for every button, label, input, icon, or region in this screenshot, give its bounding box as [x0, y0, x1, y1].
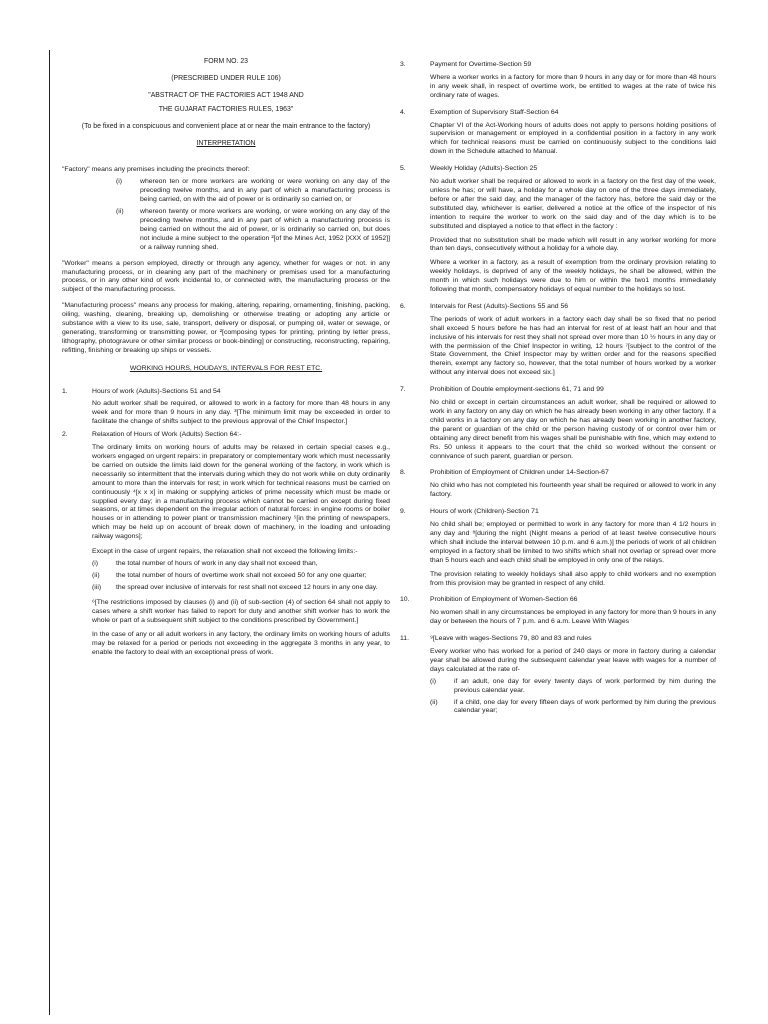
- section-body: The provision relating to weekly holidays shall also apply to child workers and no exemption from this provision may be granted in respect of any child.: [430, 570, 716, 587]
- section-heading: Exemption of Supervisory Staff-Section 64: [430, 108, 559, 116]
- section-body: In the case of any or all adult workers in any factory, the ordinary limits on working hours of adults may be relaxed for a period or periods not exceeding in the aggregate 3 months in any year, to enable the factory to deal with an exceptional press of work.: [92, 631, 390, 657]
- section-body: No adult worker shall be required, or allowed to work in a factory for more than 48 hours in any week and for more than 9 hours in any day. ³[The minimum limit may be exceeded in order to facilitate the change of shifts subject to the previous approval of the Chief Inspector.]: [92, 400, 390, 426]
- section-body: Provided that no substitution shall be made which will result in any worker working for more than ten days, consecutively without a holiday for a whole day.: [430, 236, 716, 253]
- section-11: [400, 635, 716, 716]
- factory-definition-item: [116, 208, 390, 253]
- section-3: [400, 61, 716, 101]
- section-heading: Hours of work (Children)-Section 71: [430, 508, 539, 516]
- working-hours-heading: WORKING HOURS, HOUDAYS, INTERVALS FOR REST ETC.: [129, 364, 323, 372]
- item-text: the total number of hours of overtime work shall not exceed 50 for any one quarter;: [116, 571, 367, 579]
- section-5: [400, 165, 716, 295]
- section-body: Where a worker in a factory, as a result of exemption from the ordinary provision relating to weekly holidays, is deprived of any of the weekly holidays, he shall be allowed, within the month in which such holidays were due to him or within the two1 months immediately following that month, compensatory holidays of equal number to the holidays so lost.: [430, 259, 716, 294]
- section-heading: Prohibition of Employment of Children under 14-Section-67: [430, 469, 609, 477]
- section-number: 8.: [400, 469, 406, 477]
- limit-item: [92, 584, 390, 593]
- item-label: (ii): [92, 571, 100, 579]
- section-10: [400, 596, 716, 627]
- section-4: [400, 109, 716, 158]
- section-6: [400, 303, 716, 378]
- section-body: ⁶[The restrictions imposed by clauses (i) and (ii) of sub-section (4) of section 64 shall not apply to cases where a shift worker has failed to report for duty and another shift worker has to work the whole or part of a subsequent shift subject to the conditions prescribed by Government.]: [92, 598, 390, 624]
- right-column: [400, 58, 716, 716]
- limit-item: [92, 560, 390, 569]
- interpretation-heading: INTERPRETATION: [196, 139, 256, 147]
- section-7: [400, 386, 716, 461]
- factory-definition-intro: "Factory" means any premises including the precincts thereof:: [62, 166, 250, 174]
- item-text: the spread over inclusive of intervals for rest shall not exceed 12 hours in any one day.: [116, 583, 378, 591]
- abstract-title-line1: "ABSTRACT OF THE FACTORIES ACT 1948 AND: [148, 91, 304, 99]
- section-heading: Prohibition of Employment of Women-Section 66: [430, 596, 578, 604]
- factory-definition-item: [116, 178, 390, 205]
- section-number: 9.: [400, 508, 406, 516]
- section-number: 11.: [400, 635, 410, 643]
- section-heading: Payment for Overtime-Section 59: [430, 61, 532, 68]
- item-label: (ii): [116, 208, 124, 216]
- section-heading: Prohibition of Double employment-sections 61, 71 and 99: [430, 386, 604, 394]
- section-body: No child who has not completed his fourteenth year shall be required or allowed to work in any factory.: [430, 482, 716, 499]
- section-number: 2.: [62, 431, 68, 439]
- section-body: No child or except in certain circumstances an adult worker, shall be required or allowed to work in any factory on any day on which he has already been working in any other factory. If a child works in a factory on any day on which he has already been working in another factory, the parent or guardian of the child or the person having custody of or control over him or obtaining any direct benefit from his wages shall be punishable with fine, which may extend to Rs. 50 unless it appears to the court that the child so worked without the consent or connivance of such parent, guardian or person.: [430, 399, 716, 460]
- section-9: [400, 508, 716, 588]
- section-body: The ordinary limits on working hours of adults may be relaxed in certain special cases e.g., workers engaged on urgent repairs: in preparatory or complementary work which must necessarily be carried on outside the limits laid down for the general working of the factory, in work which is necessarily so intermittent that the intervals during which they do not work while on duty ordinarily amount to more than the intervals for rest; in work which for technical reasons must be carried on continuously ⁴[x x x] in making or supplying articles of prime necessity which must be made or supplied every day; in a manufacturing process which cannot be carried on except during fixed seasons, or at times dependent on the irregular action of natural forces: in engine rooms or boiler houses or in attending to power plant or transmission machinery ⁵[in the printing of newspapers, which may be held up on account of break down of machinery, in the loading and unloading railway wagons];: [92, 444, 390, 541]
- fixing-note: (To be fixed in a conspicuous and convenient place at or near the main entrance to the factory): [81, 122, 371, 130]
- section-number: 7.: [400, 386, 406, 394]
- left-margin-rule: [49, 50, 50, 1015]
- section-body: No adult worker shall be required or allowed to work in a factory on the first day of the week, unless he has; or will have, a holiday for a whole day on one of the three days immediately, before or after the said day, and the manager of the factory has, before the said day or the substituted day, whichever is earlier, delivered a notice at the office of the inspector of his intention to require the worker to work on the said day and of the day which is to be substituted and displayed a notice to that effect in the factory :: [430, 178, 716, 230]
- section-body: No women shall in any circumstances be employed in any factory for more than 9 hours in any day or between the hours of 7 p.m. and 6 a.m. Leave With Wages: [430, 609, 716, 626]
- item-label: (i): [92, 559, 99, 567]
- section-number: 6.: [400, 302, 406, 310]
- leave-item: [430, 678, 716, 696]
- section-number: 1.: [62, 387, 68, 395]
- section-heading: ⁹[Leave with wages-Sections 79, 80 and 83 and rules: [430, 635, 592, 643]
- section-heading: Relaxation of Hours of Work (Adults) Section 64:-: [92, 431, 242, 439]
- section-heading: Weekly Holiday (Adults)-Section 25: [430, 165, 538, 173]
- item-text: whereon twenty or more workers are working, or were working on any day of the preceding twelve months, and in any part of which a manufacturing process is being carried on without the aid of power, or is ordinarily so carried on, but does not include a mine subject to the operation ²[of the Mines Act, 1952 [XXX of 1952]] or a railway running shed.: [140, 208, 390, 251]
- leave-item: [430, 699, 716, 717]
- section-number: 10.: [400, 596, 410, 604]
- item-text: if a child, one day for every fifteen days of work performed by him during the previous calendar year;: [454, 698, 716, 715]
- section-8: [400, 469, 716, 500]
- abstract-title-line2: THE GUJARAT FACTORIES RULES, 1963": [158, 105, 294, 113]
- section-heading: Intervals for Rest (Adults)-Sections 55 and 56: [430, 302, 569, 310]
- section-body: Where a worker works in a factory for more than 9 hours in any day or for more than 48 hours in any week shall, in respect of overtime work, be entitled to wages at the rate of twice his ordinary rate of wages.: [430, 73, 716, 99]
- section-body: Except in the case of urgent repairs, the relaxation shall not exceed the following limits:-: [92, 548, 358, 556]
- item-label: (ii): [430, 698, 438, 706]
- item-label: (i): [116, 178, 123, 186]
- manufacturing-definition: "Manufacturing process" means any process for making, altering, repairing, ornamenting, finishing, packing, oiling, washing, cleaning, breaking up, demolishing or otherwise treating or adopting any article or substance with a view to its use, sale, transport, delivery or disposal, or pumping oil, water or sewage, or generating, transforming or transmitting power, or ²[composing types for printing, printing by letter press, lithography, photogravure or other similar process or book-binding] or constructing, reconstructing, repairing, refitting, finishing or breaking up ships or vessels.: [62, 302, 390, 354]
- section-number: 4.: [400, 108, 406, 116]
- section-number: 3.: [400, 61, 406, 68]
- worker-definition: "Worker" means a person employed, directly or through any agency, whether for wages or not. in any manufacturing process, or in cleaning any part of the machinery or premises used for a manufacturing process, or in any other kind of work incidental to, or connected with, the manufacturing process or the subject of the manufacturing process.: [62, 259, 390, 294]
- section-number: 5.: [400, 165, 406, 173]
- prescribed-rule: (PRESCRIBED UNDER RULE 106): [171, 74, 281, 82]
- section-body: No child shall be; employed or permitted to work in any factory for more than 4 1/2 hours in any day and ⁸[during the night (Night means a period of at least twelve consecutive hours which shall include the interval between 10 p.m. and 6 a.m.)] the periods of work of all children employed in a factory shall be limited to two shifts which shall not overlap or spread over more than 5 hours each and each child shall be employed in only one of the relays.: [430, 521, 716, 564]
- item-label: (i): [430, 677, 437, 685]
- section-body: Every worker who has worked for a period of 240 days or more in factory during a calendar year shall be allowed during the subsequent calendar year leave with wages for a number of days calculated at the rate of-: [430, 648, 716, 673]
- form-number: FORM NO. 23: [203, 58, 249, 65]
- left-column: [62, 58, 390, 658]
- item-text: whereon ten or more workers are working or were working on any day of the preceding twelve months, and in any part of which a manufacturing process is being carried, on with the aid of power or is ordinarily so carried on, or: [140, 178, 390, 204]
- section-1: [62, 388, 390, 428]
- section-body: Chapter VI of the Act-Working hours of adults does not apply to persons holding positions of supervision or management or employed in a confidential position in a factory in any work which for technical reasons must be carried on continuously subject to the conditions laid down in the Schedule attached to Manual.: [430, 121, 716, 156]
- section-body: The periods of work of adult workers in a factory each day shall be so fixed that no period shall exceed 5 hours before he has had an interval for rest of at least half an hour and that inclusive of his intervals for rest they shall not spread over more than 10 ½ hours in any day or with the permission of the Chief Inspector in writing, 12 hours ⁷[subject to the control of the State Government, the Chief Inspector may by written order and for the reasons specified therein, exempt any factory so, however, that the total number of hours worked by a worker without any interval does not exceed six.]: [430, 315, 716, 377]
- section-heading: Hours of work (Adults)-Sections 51 and 54: [92, 387, 221, 395]
- item-label: (iii): [92, 583, 102, 591]
- item-text: if an adult, one day for every twenty days of work performed by him during the previous calendar year.: [454, 677, 716, 694]
- item-text: the total number of hours of work in any day shall not exceed than,: [116, 559, 318, 567]
- limit-item: [92, 572, 390, 581]
- section-2: [62, 431, 390, 658]
